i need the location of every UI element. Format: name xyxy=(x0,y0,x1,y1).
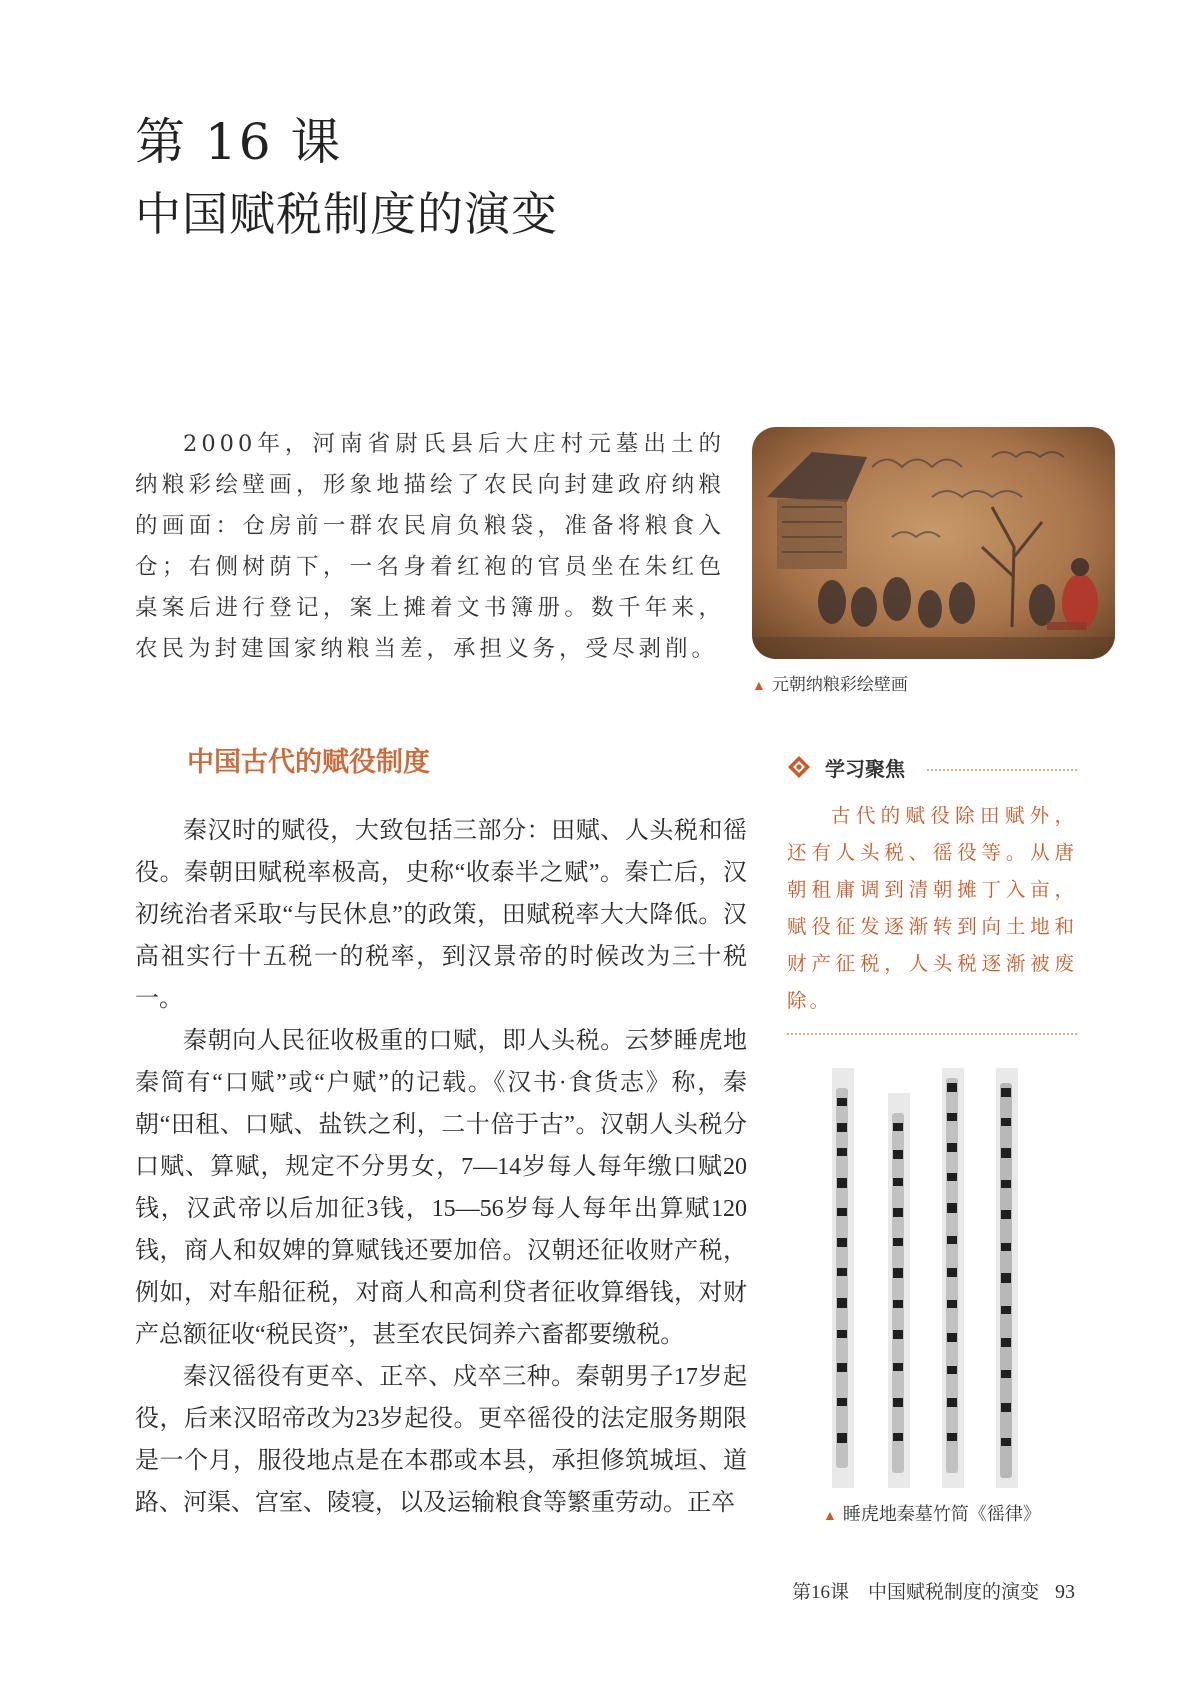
slips-caption-text: 睡虎地秦墓竹简《徭律》 xyxy=(842,1504,1041,1524)
body-text xyxy=(135,810,747,1524)
focus-divider-top xyxy=(927,769,1077,771)
body-paragraph-3: 秦汉徭役有更卒、正卒、戍卒三种。秦朝男子17岁起役，后来汉昭帝改为23岁起役。更卒徭役的法定服务期限是一个月，服役地点是在本郡或本县，承担修筑城垣、道路、河渠、宫室、陵寝，以及运输粮食等繁重劳动。正卒 xyxy=(135,1364,747,1516)
caption-triangle-icon: ▲ xyxy=(752,677,766,693)
section-heading: 中国古代的赋役制度 xyxy=(187,747,430,778)
focus-target-icon xyxy=(787,755,811,779)
study-focus-text: 古代的赋役除田赋外，还有人头税、徭役等。从唐朝租庸调到清朝摊丁入亩，赋役征发逐渐转到向土地和财产征税，人头税逐渐被废除。 xyxy=(787,804,1077,1012)
focus-divider-bottom xyxy=(787,1033,1077,1035)
mural-caption-text: 元朝纳粮彩绘壁画 xyxy=(771,675,908,694)
lesson-number: 第 16 课 xyxy=(135,113,343,171)
page-number: 93 xyxy=(1055,1581,1076,1603)
body-paragraph-1: 秦汉时的赋役，大致包括三部分：田赋、人头税和徭役。秦朝田赋税率极高，史称“收泰半之赋”。秦亡后，汉初统治者采取“与民休息”的政策，田赋税率大大降低。汉高祖实行十五税一的税率，到汉景帝的时候改为三十税一。 xyxy=(135,818,747,1012)
page-footer xyxy=(792,1577,1075,1604)
study-focus-header xyxy=(787,753,1077,781)
mural-caption xyxy=(752,670,908,695)
study-focus-title: 学习聚焦 xyxy=(825,757,905,781)
bamboo-slips-image xyxy=(830,1068,1030,1488)
study-focus-box xyxy=(787,753,1077,1035)
footer-lesson-title: 第16课 中国赋税制度的演变 xyxy=(792,1582,1040,1603)
lesson-title: 中国赋税制度的演变 xyxy=(135,187,558,241)
intro-paragraph: 2000年，河南省尉氏县后大庄村元墓出土的纳粮彩绘壁画，形象地描绘了农民向封建政府纳粮的画面：仓房前一群农民肩负粮袋，准备将粮食入仓；右侧树荫下，一名身着红袍的官员坐在朱红色桌案后进行登记，案上摊着文书簿册。数千年来，农民为封建国家纳粮当差，承担义务，受尽剥削。 xyxy=(135,431,725,662)
body-paragraph-2: 秦朝向人民征收极重的口赋，即人头税。云梦睡虎地秦简有“口赋”或“户赋”的记载。《汉书·食货志》称，秦朝“田租、口赋、盐铁之利，二十倍于古”。汉朝人头税分口赋、算赋，规定不分男女，7—14岁每人每年缴口赋20钱，汉武帝以后加征3钱，15—56岁每人每年出算赋120钱，商人和奴婢的算赋钱还要加倍。汉朝还征收财产税，例如，对车船征税，对商人和高利贷者征收算缗钱，对财产总额征收“税民资”，甚至农民饲养六畜都要缴税。 xyxy=(135,1028,747,1348)
caption-triangle-icon: ▲ xyxy=(823,1509,837,1524)
mural-image xyxy=(752,427,1115,659)
slips-caption xyxy=(823,1500,1041,1526)
